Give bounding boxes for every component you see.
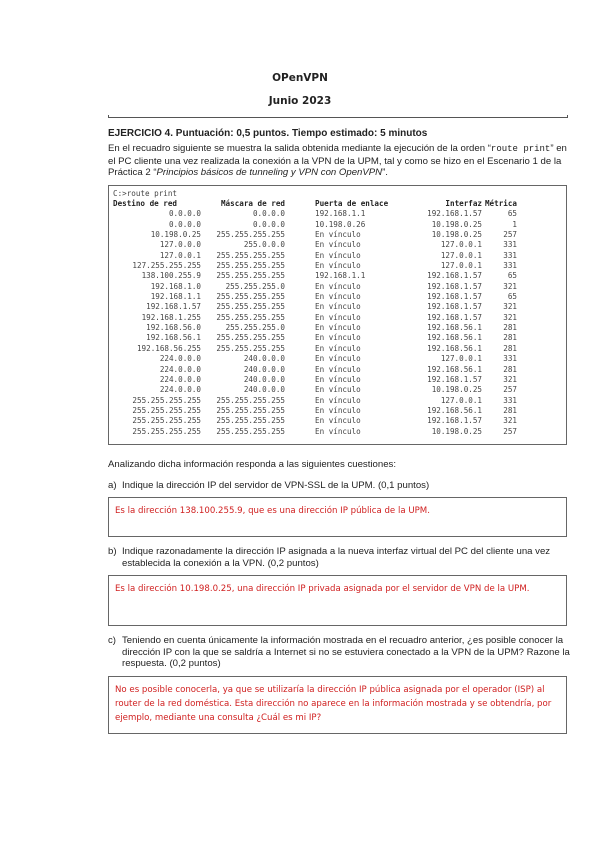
route-row [113,282,517,292]
route-cell: 192.168.56.0 [146,323,201,333]
column-header: Puerta de enlace [315,199,389,208]
route-cell: 255.255.255.255 [216,292,285,302]
route-row [113,209,517,219]
route-row [113,323,517,333]
route-cell: En vínculo [315,312,361,322]
route-cell [285,230,315,240]
route-row [113,344,517,354]
route-cell: En vínculo [315,261,361,271]
route-cell: En vínculo [315,333,361,343]
route-row [113,406,517,416]
route-cell: 257 [503,230,517,240]
route-cell: 240.0.0.0 [243,385,285,395]
heading-points: 0,5 puntos. [236,128,290,139]
route-cell: 192.168.1.1 [150,292,201,302]
route-cell: 255.255.255.255 [216,230,285,240]
route-row [113,261,517,271]
answer-c: No es posible conocerla, ya que se utilizaría la dirección IP pública asignada por el operador (ISP) al router de la red doméstica. Esta dirección no aparece en la información mostrada y se obtendría, por ejemplo, mediante una consulta ¿Cuál es mi IP? [108,676,567,734]
route-cell: En vínculo [315,416,361,426]
route-cell: 255.255.255.255 [216,426,285,436]
route-cell: 331 [503,240,517,250]
column-header: Máscara de red [220,199,285,208]
route-cell: 331 [503,250,517,260]
route-cell: 192.168.1.0 [150,281,201,291]
route-cell: 0.0.0.0 [168,219,201,229]
route-cell: 10.198.0.25 [431,426,482,436]
intro-practice-title: Principios básicos de tunneling y VPN con OpenVPN [156,167,383,178]
route-row [113,240,517,250]
route-row [113,396,517,406]
route-cell: 127.0.0.1 [159,250,201,260]
route-cell: 255.255.255.255 [216,250,285,260]
route-cell: 257 [503,426,517,436]
route-cell [285,375,315,385]
route-cell: 127.0.0.0 [159,240,201,250]
analysis-intro: Analizando dicha información responda a las siguientes cuestiones: [108,459,396,470]
route-cell [285,323,315,333]
column-header [285,199,315,209]
route-cell: 255.255.255.255 [216,416,285,426]
route-cell: 10.198.0.25 [431,385,482,395]
route-row [113,375,517,385]
route-cell: 255.0.0.0 [243,240,285,250]
intro-command: route print [490,144,551,154]
route-cell: 240.0.0.0 [243,354,285,364]
route-cell: En vínculo [315,281,361,291]
route-cell: 192.168.1.57 [427,292,482,302]
route-row [113,230,517,240]
question-label: c) [108,635,116,646]
route-command: C:>route print [113,189,178,198]
route-cell: 10.198.0.25 [150,230,201,240]
route-cell [285,282,315,292]
route-cell [285,354,315,364]
question-label: b) [108,546,117,557]
route-cell: 192.168.1.57 [427,312,482,322]
heading-time: Tiempo estimado: 5 minutos [291,128,428,139]
route-cell: 192.168.1.57 [427,209,482,219]
route-cell: En vínculo [315,302,361,312]
route-cell: 255.255.255.255 [216,312,285,322]
route-cell: 192.168.56.1 [146,333,201,343]
route-cell: 224.0.0.0 [159,374,201,384]
route-cell: 10.198.0.26 [315,219,366,229]
route-cell: 255.255.255.255 [216,302,285,312]
route-cell: 127.0.0.1 [440,395,482,405]
route-cell: 192.168.1.57 [427,281,482,291]
route-row [113,385,517,395]
route-cell [285,313,315,323]
route-cell: 255.255.255.0 [225,281,285,291]
route-row [113,292,517,302]
route-cell: 192.168.56.1 [427,343,482,353]
route-row [113,313,517,323]
route-row [113,302,517,312]
route-cell: 224.0.0.0 [159,385,201,395]
route-cell: 255.255.255.255 [216,343,285,353]
route-cell: En vínculo [315,292,361,302]
route-cell [285,385,315,395]
question-b [108,546,570,569]
route-cell: 65 [507,292,517,302]
route-row [113,416,517,426]
route-cell: 255.255.255.255 [132,395,201,405]
route-cell: 331 [503,395,517,405]
route-cell: 224.0.0.0 [159,354,201,364]
route-cell: 255.255.255.255 [216,405,285,415]
column-header: Interfaz [445,199,482,208]
route-cell: 192.168.56.1 [427,323,482,333]
route-cell: 192.168.1.57 [146,302,201,312]
column-header: Métrica [484,199,517,208]
route-cell: 65 [507,271,517,281]
route-cell: 192.168.1.57 [427,302,482,312]
route-cell: En vínculo [315,354,361,364]
route-cell: 255.255.255.255 [216,271,285,281]
question-c [108,635,570,670]
route-row [113,333,517,343]
route-cell: 257 [503,385,517,395]
route-cell: 255.255.255.255 [216,261,285,271]
route-cell [285,302,315,312]
route-cell: 255.255.255.255 [132,426,201,436]
intro-text: En el recuadro siguiente se muestra la salida obtenida mediante la ejecución de la orden “ [108,143,491,154]
question-text: Indique la dirección IP del servidor de VPN-SSL de la UPM. (0,1 puntos) [122,480,430,491]
intro-text: ” en el PC cliente una vez realizada la conexión a la VPN de la UPM, tal y como se hizo en el Escenario 1 de la Práctica 2 “ [108,143,567,178]
route-cell: En vínculo [315,405,361,415]
route-cell: 192.168.56.1 [427,364,482,374]
question-text: Teniendo en cuenta únicamente la información mostrada en el recuadro anterior, ¿es posible conocer la dirección IP con la que se saldría a Internet si no se estuviera conectado a la VPN de la UPM? Razone la respuesta. (0,2 puntos) [122,635,570,669]
route-cell [285,344,315,354]
route-cell: 127.255.255.255 [132,261,201,271]
route-cell: 192.168.1.57 [427,271,482,281]
route-cell: 255.255.255.0 [225,323,285,333]
route-row [113,365,517,375]
route-cell: 321 [503,281,517,291]
route-cell [285,240,315,250]
route-cell: En vínculo [315,323,361,333]
route-cell: 255.255.255.255 [216,395,285,405]
exercise-intro [108,143,570,179]
route-cell: 192.168.56.255 [136,343,201,353]
route-table [113,199,517,437]
route-cell: 281 [503,405,517,415]
route-cell [285,251,315,261]
route-cell: 255.255.255.255 [216,333,285,343]
route-cell: En vínculo [315,343,361,353]
route-cell: En vínculo [315,240,361,250]
route-cell: 240.0.0.0 [243,374,285,384]
route-cell: 321 [503,302,517,312]
route-cell [285,209,315,219]
route-cell: En vínculo [315,374,361,384]
route-cell: 0.0.0.0 [168,209,201,219]
answer-b: Es la dirección 10.198.0.25, una dirección IP privada asignada por el servidor de VPN de la UPM. [108,575,567,626]
question-label: a) [108,480,117,491]
route-cell [285,416,315,426]
route-cell: 281 [503,364,517,374]
route-cell: 331 [503,354,517,364]
route-cell: 331 [503,261,517,271]
route-row [113,251,517,261]
route-cell: 281 [503,343,517,353]
route-cell: 127.0.0.1 [440,261,482,271]
route-cell: 255.255.255.255 [132,416,201,426]
route-cell: En vínculo [315,230,361,240]
route-cell: En vínculo [315,364,361,374]
route-cell: 65 [507,209,517,219]
route-cell [285,406,315,416]
question-a [108,480,570,492]
route-cell: En vínculo [315,385,361,395]
route-cell: 1 [512,219,517,229]
header-divider [108,117,568,118]
route-cell [285,220,315,230]
route-cell: 127.0.0.1 [440,240,482,250]
exercise-heading [108,128,427,139]
route-cell: En vínculo [315,250,361,260]
doc-title: OPenVPN [272,72,328,84]
route-cell: 321 [503,312,517,322]
route-cell [285,396,315,406]
route-row [113,427,517,437]
route-cell: 240.0.0.0 [243,364,285,374]
route-cell: 192.168.1.1 [315,271,366,281]
route-cell [285,365,315,375]
route-cell [285,292,315,302]
route-cell: 281 [503,333,517,343]
route-cell: 192.168.1.1 [315,209,366,219]
route-cell [285,271,315,281]
route-cell: 224.0.0.0 [159,364,201,374]
route-cell: 321 [503,416,517,426]
route-row [113,220,517,230]
route-cell: 10.198.0.25 [431,219,482,229]
route-cell: 192.168.1.57 [427,416,482,426]
route-cell: 0.0.0.0 [252,209,285,219]
question-text: Indique razonadamente la dirección IP asignada a la nueva interfaz virtual del PC del cliente una vez establecida la conexión a la VPN. (0,2 puntos) [122,546,551,569]
route-cell [285,427,315,437]
doc-date: Junio 2023 [268,95,332,107]
route-cell: 255.255.255.255 [132,405,201,415]
route-cell: 192.168.1.57 [427,374,482,384]
route-cell [285,333,315,343]
route-cell [285,261,315,271]
route-cell: 10.198.0.25 [431,230,482,240]
column-header: Destino de red [113,199,178,208]
route-cell: 138.100.255.9 [141,271,201,281]
route-cell: 192.168.1.255 [141,312,201,322]
route-cell: 321 [503,374,517,384]
route-cell: 0.0.0.0 [252,219,285,229]
answer-a: Es la dirección 138.100.255.9, que es una dirección IP pública de la UPM. [108,497,567,537]
route-cell: 127.0.0.1 [440,354,482,364]
heading-label: EJERCICIO 4. Puntuación: [108,128,234,139]
route-cell: En vínculo [315,426,361,436]
route-print-output [108,185,567,445]
route-cell: 192.168.56.1 [427,405,482,415]
route-cell: 127.0.0.1 [440,250,482,260]
intro-text: ”. [382,167,388,178]
route-row [113,354,517,364]
route-cell: 192.168.56.1 [427,333,482,343]
route-cell: 281 [503,323,517,333]
route-row [113,271,517,281]
route-cell: En vínculo [315,395,361,405]
